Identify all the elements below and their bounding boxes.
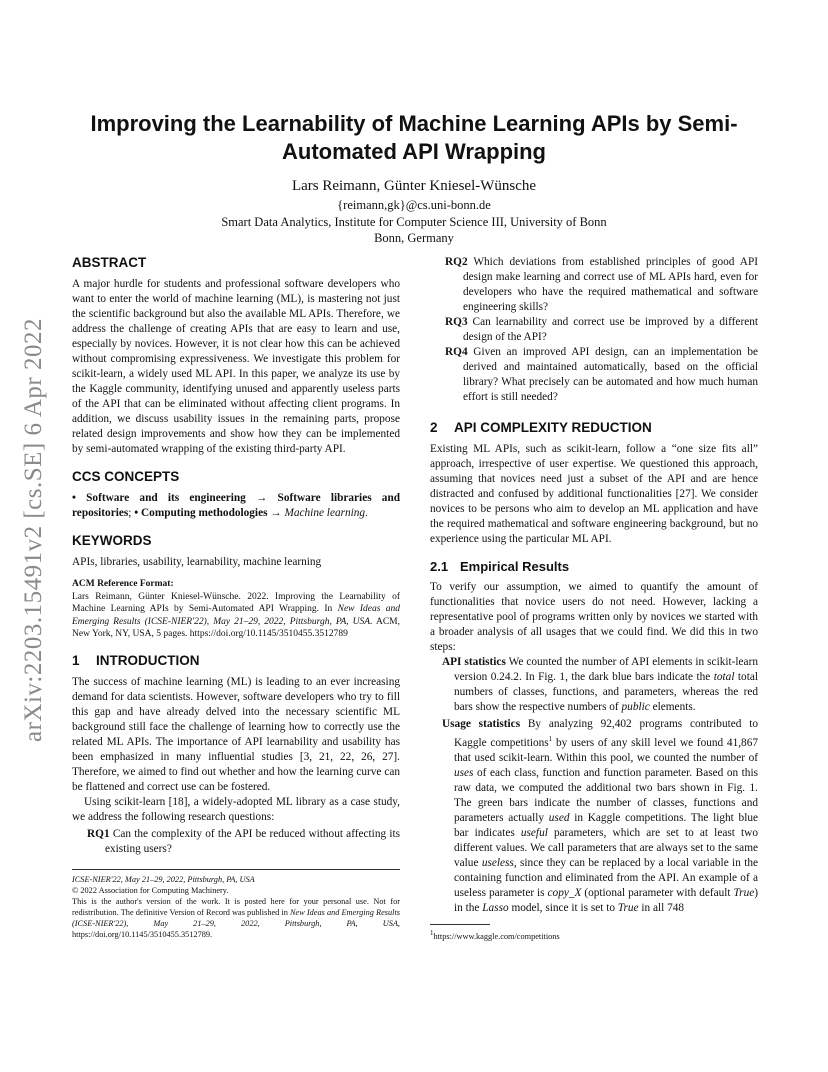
author-email: {reimann,gk}@cs.uni-bonn.de: [337, 198, 491, 212]
right-column: [430, 255, 758, 942]
text-span: , since they can be replaced by a local variable in the containing function and eliminated from the API. An example of a useless parameter is: [454, 856, 758, 899]
abstract-heading: ABSTRACT: [72, 255, 147, 270]
usage-statistics-label: Usage statistics: [442, 718, 521, 730]
acm-reference-text: [72, 591, 400, 641]
text-span: of each class, function and function parameter. Based on this raw data, we computed the additional two bars shown in Fig. 1. The green bars indicate the number of classes, functions and parameters actually: [454, 766, 758, 824]
text-span: ) in the: [454, 886, 758, 914]
ccs-arrow-2: →: [267, 507, 285, 519]
text-span: in Kaggle competitions. The light blue bar indicates: [454, 811, 758, 839]
footnote: [430, 928, 758, 942]
author-affiliation-block: [70, 197, 758, 247]
rq3-item: [445, 315, 758, 345]
api-statistics-label: API statistics: [442, 656, 506, 668]
section21-heading: [430, 559, 758, 575]
intro-paragraph-2: Using scikit-learn [18], a widely-adopted ML library as a case study, we address the following research questions:: [72, 795, 400, 823]
paper-authors: Lars Reimann, Günter Kniesel-Wünsche: [291, 178, 537, 194]
emphasis: useful: [520, 826, 548, 839]
statistics-list: [430, 655, 758, 916]
rq1-item: [72, 827, 400, 857]
rq1-text: Can the complexity of the API be reduced without affecting its existing users?: [105, 827, 400, 855]
abstract-text: A major hurdle for students and professional software developers who want to enter the world of machine learning (ML), is mastering not just the scientific background but also the available ML APIs. Therefore, we address the challenge of creating APIs that are easy to learn and use, especially by novices. However, it is not clear how this can be achieved without compromising expressiveness. We investigate this problem for scikit-learn, a widely used ML API. In this paper, we analyze its use by the Kaggle community, identifying unused and apparently useless parts of the API that can be eliminated without affecting client programs. In addition, we discuss usability issues in the remaining parts, propose related design improvements and show how they can be implemented by semi-automated wrapping of the existing third-party API.: [72, 278, 400, 455]
text-span: in all 748: [638, 901, 685, 914]
rq2-label: RQ2: [445, 256, 468, 268]
rq2-item: [445, 255, 758, 315]
text-span: total numbers of classes, functions, and parameters, whereas the red bars show the respective numbers of: [454, 671, 758, 713]
location: Bonn, Germany: [374, 231, 454, 245]
affiliation: Smart Data Analytics, Institute for Computer Science III, University of Bonn: [221, 214, 607, 229]
copyright-note-doi: , https://doi.org/10.1145/3510455.3512789.: [72, 918, 400, 939]
usage-statistics-item: [442, 717, 758, 916]
acm-ref-publisher: ACM, New York, NY, USA, 5 pages. https://doi.org/10.1145/3510455.3512789: [72, 616, 400, 639]
intro-paragraph-1: The success of machine learning (ML) is leading to an ever increasing demand for data scientists. However, software developers who try to fill this gap and have already delved into the necessary scientific ML background still face the challenge of learning how to correctly use the related ML APIs. The importance of API learnability and usability has been emphasized in many influential studies [3, 21, 22, 26, 27]. Therefore, we aimed to find out whether and how the learning curve can be flattened and correct use can be fostered.: [72, 675, 400, 793]
section-title: API COMPLEXITY REDUCTION: [454, 420, 652, 435]
emphasis: used: [548, 811, 570, 824]
copyright-block: [72, 874, 400, 940]
left-column: [72, 255, 400, 940]
copyright-note-venue: New Ideas and Emerging Results (ICSE-NIER'22), May 21–29, 2022, Pittsburgh, PA, USA: [72, 907, 400, 928]
text-span: parameters, which are set to at least two different values. We call parameters that are always set to the same value: [454, 826, 758, 869]
footnote-text: https://www.kaggle.com/competitions: [433, 931, 560, 941]
acm-ref-venue: New Ideas and Emerging Results (ICSE-NIER'22), May 21–29, 2022, Pittsburgh, PA, USA.: [72, 604, 400, 627]
ccs-item-1: Software libraries and repositories: [72, 492, 401, 519]
ccs-arrow-1: →: [245, 492, 278, 504]
rq4-text: Given an improved API design, can an implementation be derived and maintained automatically, based on the official library? What precisely can be automated and how much human effort is still needed?: [463, 346, 758, 403]
copyright-note-text: This is the author's version of the work. It is posted here for your personal use. Not for redistribution. The definitive Version of Record was published in: [72, 896, 400, 917]
emphasis: Lasso: [482, 901, 509, 914]
rq-list: [430, 255, 758, 405]
emphasis: useless: [481, 856, 514, 869]
text-span: elements.: [649, 701, 696, 713]
ccs-bullet-1: • Software and its engineering: [72, 492, 246, 504]
rq2-text: Which deviations from established principles of good API design make learning and correct use of ML APIs hard, even for developers who have the required mathematical and software engineering skills?: [463, 256, 758, 313]
section2-heading: [430, 420, 758, 436]
acm-reference-heading: [72, 578, 400, 591]
text-span: model, since it is set to: [508, 901, 618, 914]
keywords-heading: KEYWORDS: [72, 533, 152, 548]
text-span: by users of any skill level we found 41,867 that used scikit-learn. Within this pool, we counted the number of: [454, 736, 758, 764]
subsection-title: Empirical Results: [460, 559, 570, 574]
paper-title: Improving the Learnability of Machine Learning APIs by Semi-Automated API Wrapping: [90, 111, 738, 164]
text-span: By analyzing 92,402 programs contributed to Kaggle competitions: [454, 718, 758, 749]
acm-ref-citation: Lars Reimann, Günter Kniesel-Wünsche. 2022. Improving the Learnability of Machine Learning APIs by Semi-Automated API Wrapping. In: [72, 591, 400, 614]
emphasis: copy_X: [547, 886, 582, 899]
ccs-heading: CCS CONCEPTS: [72, 469, 180, 484]
section2-paragraph: Existing ML APIs, such as scikit-learn, follow a “one size fits all” approach, irrespective of user expertise. We questioned this approach, assuming that novices need just a subset of the API and are hence distracted and confused by additional functionalities [27]. We consider novices to be persons who aim to develop an ML application and have the required mathematical and software engineering background, but no experience using the particular ML API.: [430, 443, 758, 545]
emphasis: uses: [454, 766, 474, 779]
rq1-label: RQ1: [87, 827, 110, 840]
copyright-venue: ICSE-NIER'22, May 21–29, 2022, Pittsburgh, PA, USA: [72, 874, 255, 884]
copyright-rule: [72, 869, 400, 870]
ccs-end: .: [365, 507, 368, 519]
intro-heading: [72, 653, 400, 669]
emphasis: public: [621, 701, 650, 713]
footnote-marker: 1: [548, 735, 553, 743]
rq3-text: Can learnability and correct use be improved by a different design of the API?: [463, 316, 759, 343]
arxiv-sidebar-stamp: [12, 270, 56, 790]
keywords-text: APIs, libraries, usability, learnability, machine learning: [72, 556, 322, 568]
emphasis: True: [617, 901, 639, 914]
section21-paragraph: To verify our assumption, we aimed to quantify the amount of functionalities that novice users do not need. However, lacking a representative pool of programs written only by novices we started with a broader analysis of all usages that we could find. We did this in two steps:: [430, 581, 758, 653]
ccs-bullet-2: • Computing methodologies: [134, 507, 268, 519]
api-statistics-item: [442, 655, 758, 715]
section-number: 1: [72, 652, 80, 668]
copyright-association: © 2022 Association for Computing Machinery.: [72, 885, 229, 895]
footnote-rule: [430, 924, 490, 925]
acm-reference-label: ACM Reference Format:: [72, 579, 174, 589]
subsection-number: 2.1: [430, 559, 449, 574]
text-span: (optional parameter with default: [581, 886, 734, 899]
ccs-separator: ;: [128, 507, 135, 519]
text-span: We counted the number of API elements in scikit-learn version 0.24.2. In Fig. 1, the dark blue bars indicate the: [454, 656, 758, 683]
emphasis: total: [713, 671, 735, 683]
ccs-item-2: Machine learning: [284, 507, 366, 519]
rq4-label: RQ4: [445, 346, 468, 358]
arxiv-identifier: arXiv:2203.15491v2 [cs.SE] 6 Apr 2022: [20, 317, 47, 743]
section-title: INTRODUCTION: [96, 652, 200, 668]
emphasis: True: [733, 886, 755, 899]
rq3-label: RQ3: [445, 316, 468, 328]
ccs-concepts: [72, 491, 400, 521]
section-number: 2: [430, 420, 438, 435]
copyright-note: [72, 896, 400, 940]
rq4-item: [445, 345, 758, 405]
footnote-number: 1: [430, 929, 434, 937]
